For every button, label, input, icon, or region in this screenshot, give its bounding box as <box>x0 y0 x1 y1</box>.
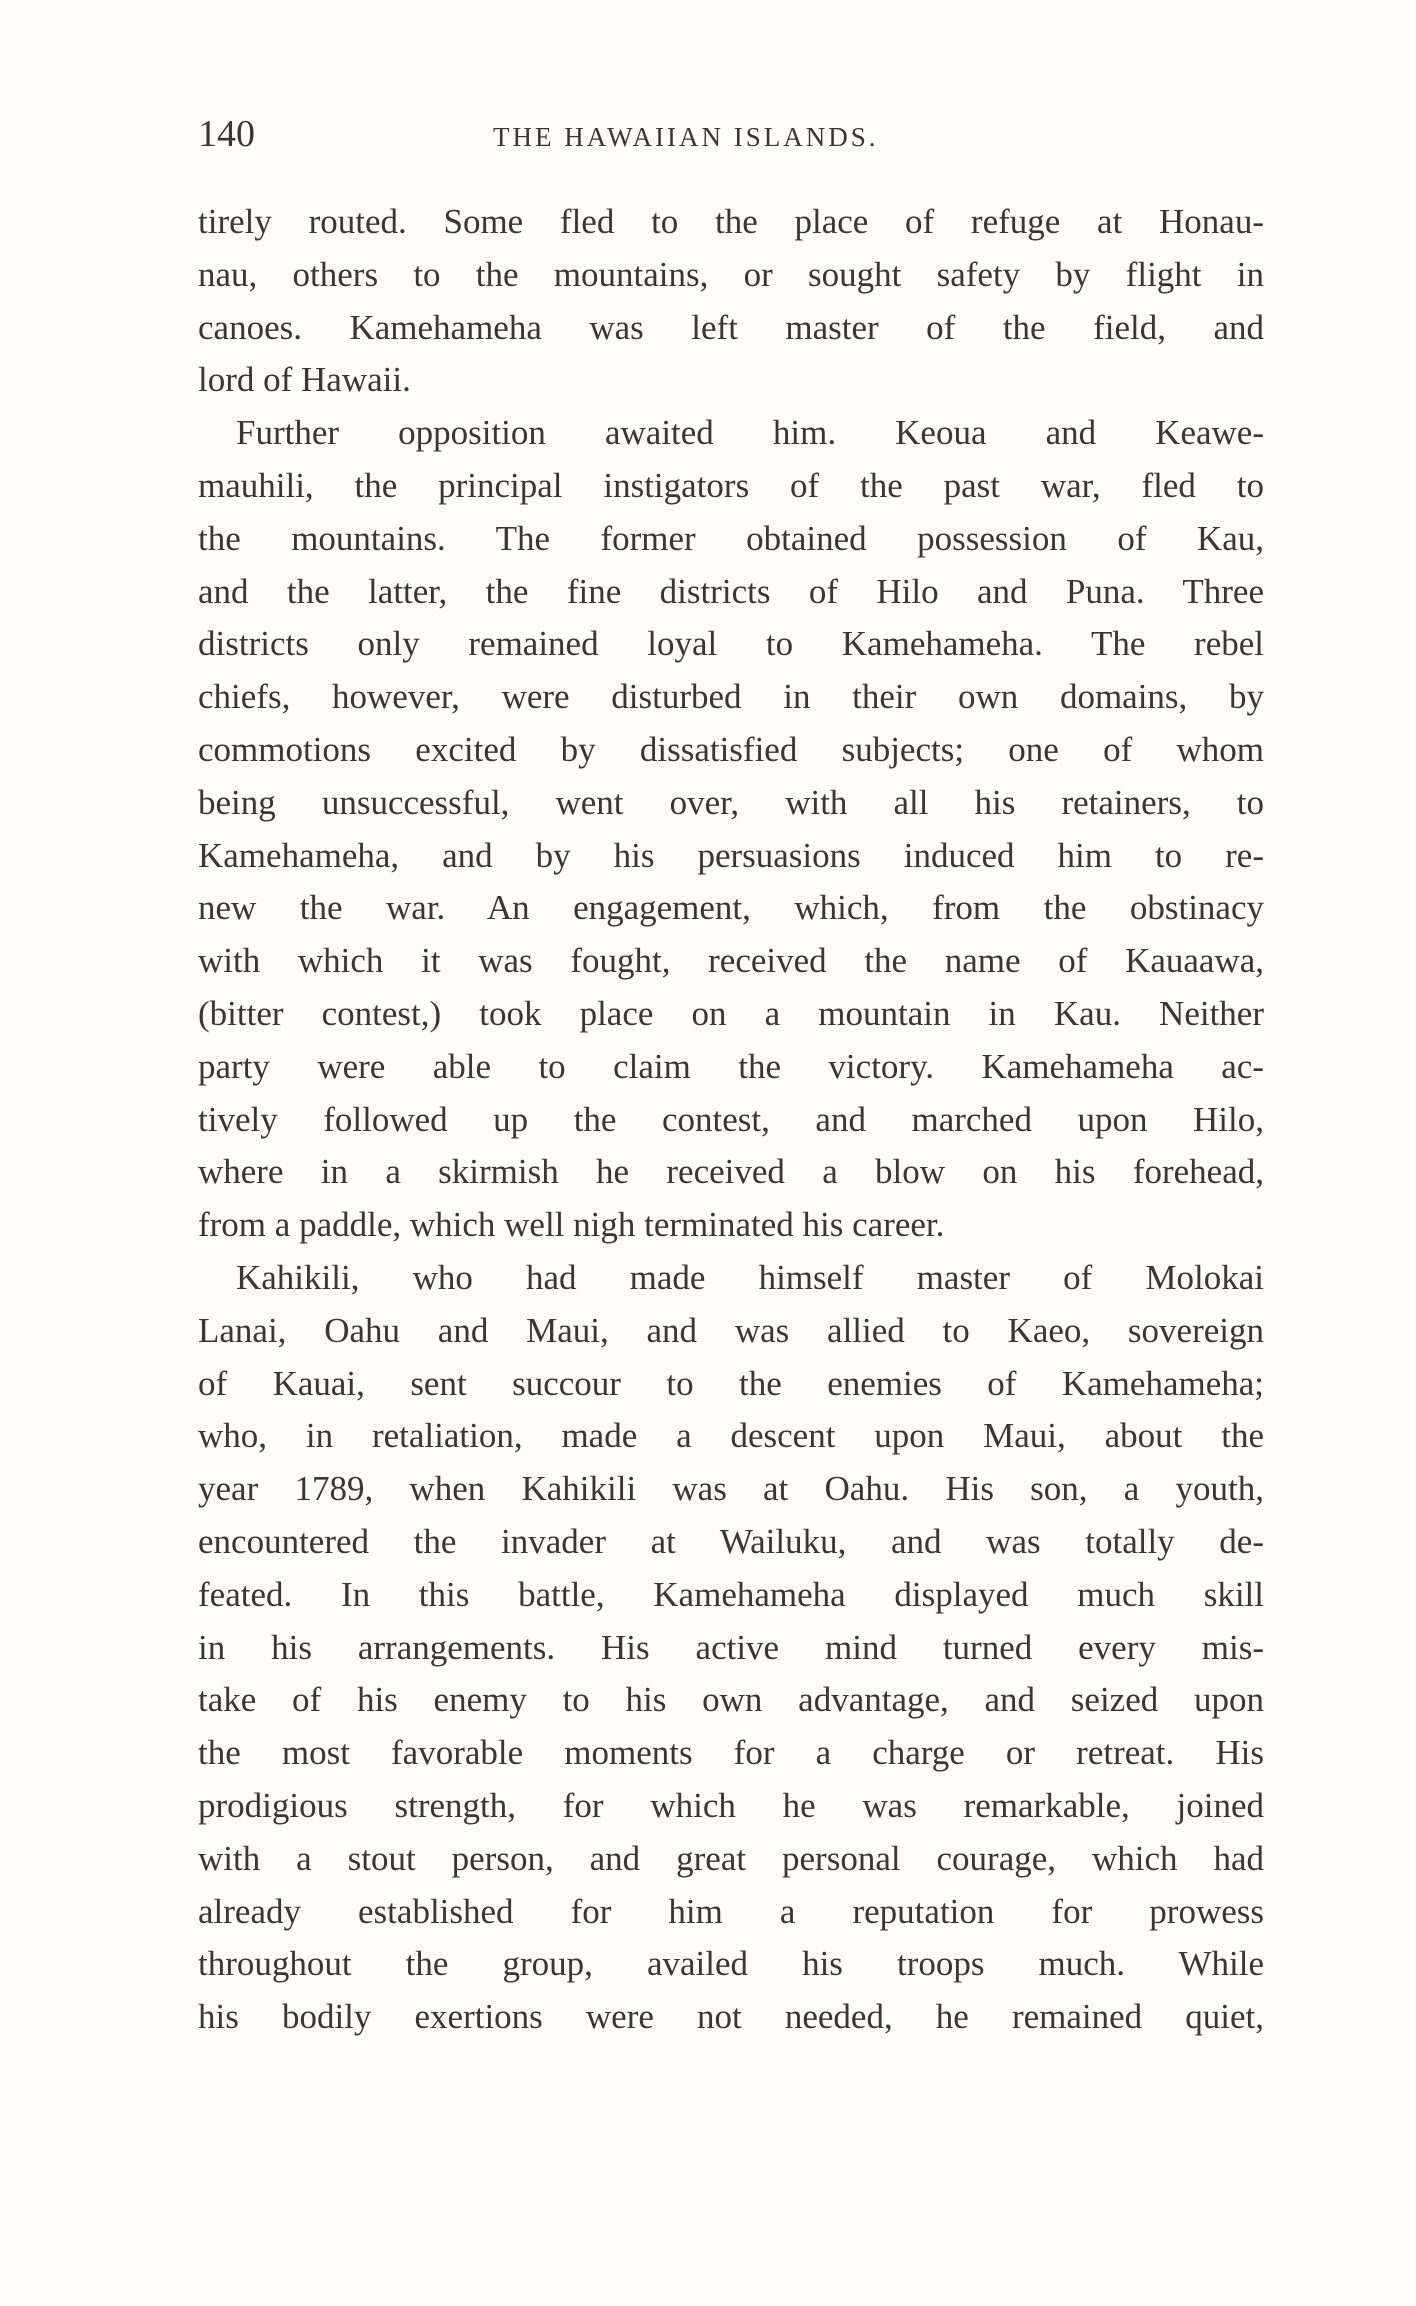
text-line: year 1789, when Kahikili was at Oahu. His son, a youth, <box>198 1469 1264 1509</box>
text-line: where in a skirmish he received a blow on his forehead, <box>198 1152 1264 1192</box>
text-line: being unsuccessful, went over, with all his retainers, to <box>198 782 1264 822</box>
text-line: throughout the group, availed his troops much. While <box>198 1944 1264 1984</box>
text-line: the most favorable moments for a charge or retreat. His <box>198 1733 1264 1773</box>
text-line: Further opposition awaited him. Keoua and Keawe- <box>236 413 1264 453</box>
text-line: Kahikili, who had made himself master of Molokai <box>236 1257 1264 1297</box>
text-line: take of his enemy to his own advantage, and seized upon <box>198 1680 1264 1720</box>
paragraph <box>198 407 1264 1252</box>
page-header <box>198 112 1264 162</box>
text-line: who, in retaliation, made a descent upon Maui, about the <box>198 1416 1264 1456</box>
text-line: chiefs, however, were disturbed in their own domains, by <box>198 677 1264 717</box>
page-number: 140 <box>198 113 255 155</box>
text-line: of Kauai, sent succour to the enemies of Kamehameha; <box>198 1363 1264 1403</box>
text-line: party were able to claim the victory. Kamehameha ac- <box>198 1046 1264 1086</box>
text-line: nau, others to the mountains, or sought safety by flight in <box>198 254 1264 294</box>
text-line: new the war. An engagement, which, from the obstinacy <box>198 888 1264 928</box>
text-line: mauhili, the principal instigators of the past war, fled to <box>198 465 1264 505</box>
text-line: with which it was fought, received the name of Kauaawa, <box>198 941 1264 981</box>
page-body <box>198 196 1264 2044</box>
text-line: and the latter, the fine districts of Hilo and Puna. Three <box>198 571 1264 611</box>
text-line: feated. In this battle, Kamehameha displayed much skill <box>198 1574 1264 1614</box>
text-line: the mountains. The former obtained possession of Kau, <box>198 518 1264 558</box>
running-title: THE HAWAIIAN ISLANDS. <box>493 122 879 152</box>
text-line: encountered the invader at Wailuku, and was totally de- <box>198 1521 1264 1561</box>
text-line: (bitter contest,) took place on a mountain in Kau. Neither <box>198 993 1264 1033</box>
text-line: districts only remained loyal to Kamehameha. The rebel <box>198 624 1264 664</box>
text-line: from a paddle, which well nigh terminated his career. <box>198 1205 945 1245</box>
text-line: Kamehameha, and by his persuasions induced him to re- <box>198 835 1264 875</box>
paragraph <box>198 1252 1264 2044</box>
text-line: his bodily exertions were not needed, he remained quiet, <box>198 1997 1264 2037</box>
text-line: commotions excited by dissatisfied subjects; one of whom <box>198 729 1264 769</box>
text-line: lord of Hawaii. <box>198 360 411 400</box>
text-line: with a stout person, and great personal courage, which had <box>198 1838 1264 1878</box>
text-line: in his arrangements. His active mind turned every mis- <box>198 1627 1264 1667</box>
text-line: canoes. Kamehameha was left master of the field, and <box>198 307 1264 347</box>
text-line: Lanai, Oahu and Maui, and was allied to Kaeo, sovereign <box>198 1310 1264 1350</box>
text-line: prodigious strength, for which he was remarkable, joined <box>198 1785 1264 1825</box>
text-line: tirely routed. Some fled to the place of refuge at Honau- <box>198 202 1264 241</box>
paragraph <box>198 196 1264 407</box>
text-line: already established for him a reputation for prowess <box>198 1891 1264 1931</box>
text-line: tively followed up the contest, and marched upon Hilo, <box>198 1099 1264 1139</box>
